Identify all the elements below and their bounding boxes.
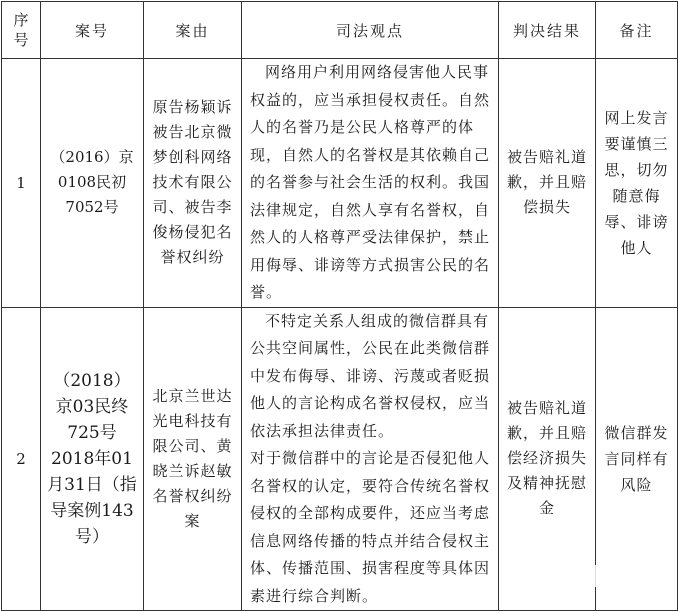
view-paragraph: 网络用户利用网络侵害他人民事权益的，应当承担侵权责任。自然人的名誉乃是公民人格尊严的体现，自然人的名誉权是其依赖自己的名誉参与社会生活的权利。我国法律规定，自然人享有名誉权，自然人的人格尊严受法律保护，禁止用侮辱、诽谤等方式损害公民的名誉。 [250,63,491,301]
row-result: 被告赔礼道歉，并且赔偿经济损失及精神抚慰金 [499,307,596,611]
header-note: 备注 [596,2,678,59]
view-paragraph: 不特定关系人组成的微信群具有公共空间属性，公民在此类微信群中发布侮辱、诽谤、污蔑或者贬损他人的言论构成名誉权侵权，应当依法承担法律责任。 [250,311,491,440]
case-table [1,1,678,611]
row-result: 被告赔礼道歉，并且赔偿损失 [499,59,596,308]
row-case-no: （2018）京03民终725号2018年01月31日（指导案例143号） [41,307,144,611]
row-seq: 2 [2,307,41,611]
row-note: 网上发言要谨慎三思，切勿随意侮辱、诽谤他人 [596,59,678,308]
row-cause: 原告杨颖诉被告北京微梦创科网络技术有限公司、被告李俊杨侵犯名誉权纠纷 [144,59,242,308]
view-paragraph: 对于微信群中的言论是否侵犯他人名誉权的认定，要符合传统名誉权侵权的全部构成要件，还应当考虑信息网络传播的特点并结合侵权主体、传播范围、损害程度等具体因素进行综合判断。 [250,449,491,605]
header-case-no: 案号 [41,2,144,59]
header-cause: 案由 [144,2,242,59]
header-row [2,2,678,59]
row-view [242,307,499,611]
row-note: 微信群发言同样有风险 [596,307,678,611]
table-row [2,59,678,308]
row-seq: 1 [2,59,41,308]
row-view [242,59,499,308]
row-case-no: （2016）京0108民初7052号 [41,59,144,308]
watermark-cover [583,565,673,587]
table-row [2,307,678,611]
header-view: 司法观点 [242,2,499,59]
header-seq: 序号 [2,2,41,59]
header-result: 判决结果 [499,2,596,59]
row-cause: 北京兰世达光电科技有限公司、黄晓兰诉赵敏名誉权纠纷案 [144,307,242,611]
